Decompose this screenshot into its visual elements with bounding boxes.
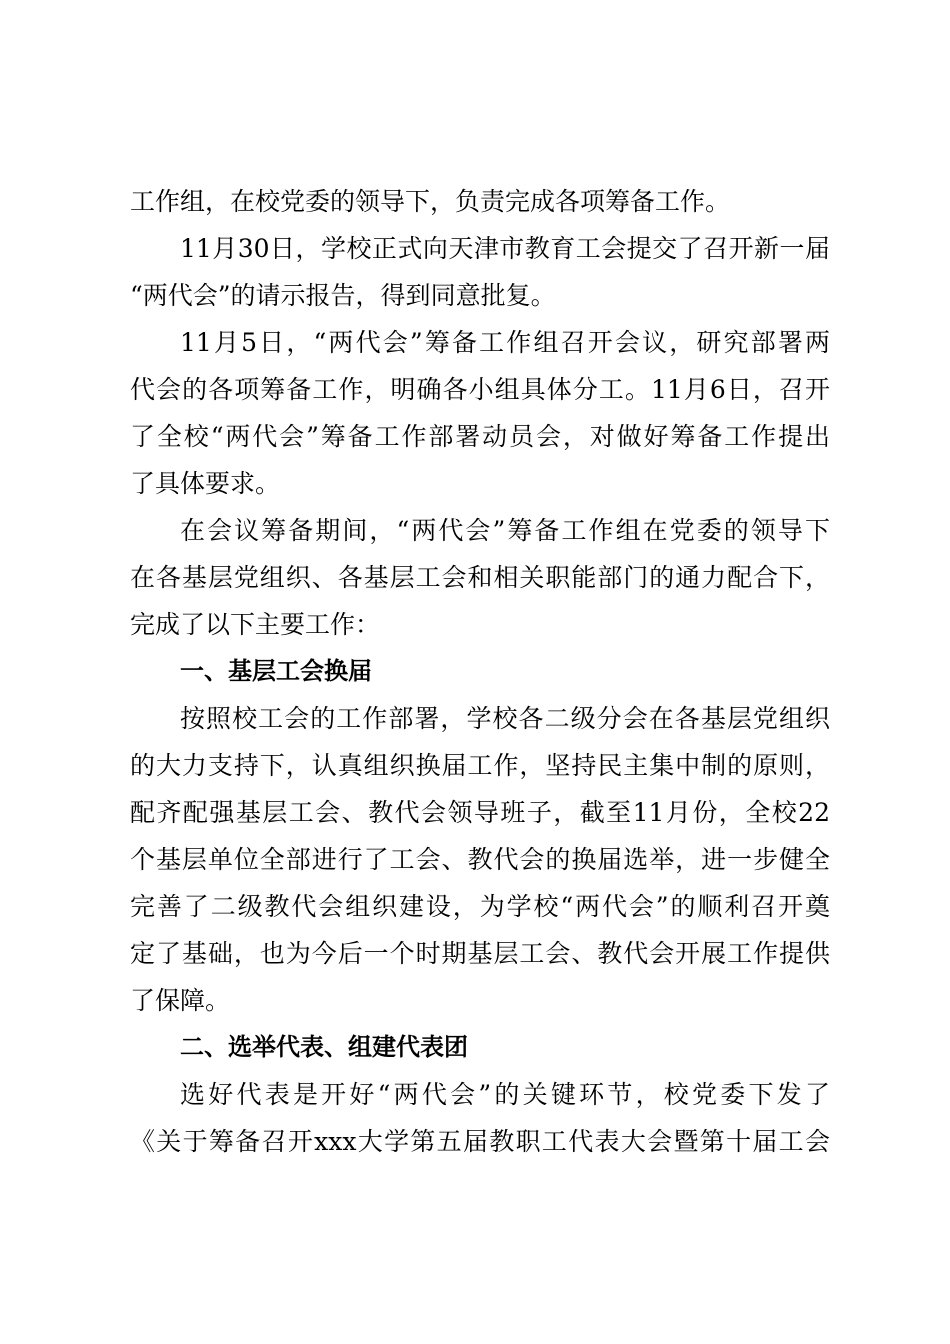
document-body — [130, 178, 830, 1165]
section-heading: 二、选举代表、组建代表团 — [180, 1033, 468, 1061]
paragraph-line: 个基层单位全部进行了工会、教代会的换届选举，进一步健全 — [130, 845, 830, 874]
paragraph-line: 在各基层党组织、各基层工会和相关职能部门的通力配合下， — [130, 563, 830, 592]
paragraph-line: 按照校工会的工作部署，学校各二级分会在各基层党组织 — [180, 704, 830, 733]
paragraph-line: 选好代表是开好“两代会”的关键环节，校党委下发了 — [180, 1080, 830, 1109]
paragraph-line: 定了基础，也为今后一个时期基层工会、教代会开展工作提供 — [130, 939, 830, 968]
paragraph-line: 了具体要求。 — [130, 469, 281, 498]
paragraph-line: 工作组，在校党委的领导下，负责完成各项筹备工作。 — [130, 187, 731, 216]
paragraph-line: 11月30日，学校正式向天津市教育工会提交了召开新一届 — [180, 234, 830, 263]
section-heading: 一、基层工会换届 — [180, 657, 372, 685]
paragraph-line: 配齐配强基层工会、教代会领导班子，截至11月份，全校22 — [130, 798, 830, 827]
paragraph-line: 在会议筹备期间，“两代会”筹备工作组在党委的领导下 — [180, 516, 830, 545]
paragraph-line: 完善了二级教代会组织建设，为学校“两代会”的顺利召开奠 — [130, 892, 830, 921]
paragraph-line: 了全校“两代会”筹备工作部署动员会，对做好筹备工作提出 — [130, 422, 830, 451]
paragraph-line: 11月5日，“两代会”筹备工作组召开会议，研究部署两 — [180, 328, 830, 357]
paragraph-line: 《关于筹备召开xxx大学第五届教职工代表大会暨第十届工会 — [130, 1127, 830, 1156]
paragraph-line: 了保障。 — [130, 986, 231, 1015]
paragraph-line: “两代会”的请示报告，得到同意批复。 — [130, 281, 556, 310]
paragraph-line: 完成了以下主要工作： — [130, 610, 381, 639]
paragraph-line: 代会的各项筹备工作，明确各小组具体分工。11月6日，召开 — [130, 375, 830, 404]
paragraph-line: 的大力支持下，认真组织换届工作，坚持民主集中制的原则， — [130, 751, 830, 780]
